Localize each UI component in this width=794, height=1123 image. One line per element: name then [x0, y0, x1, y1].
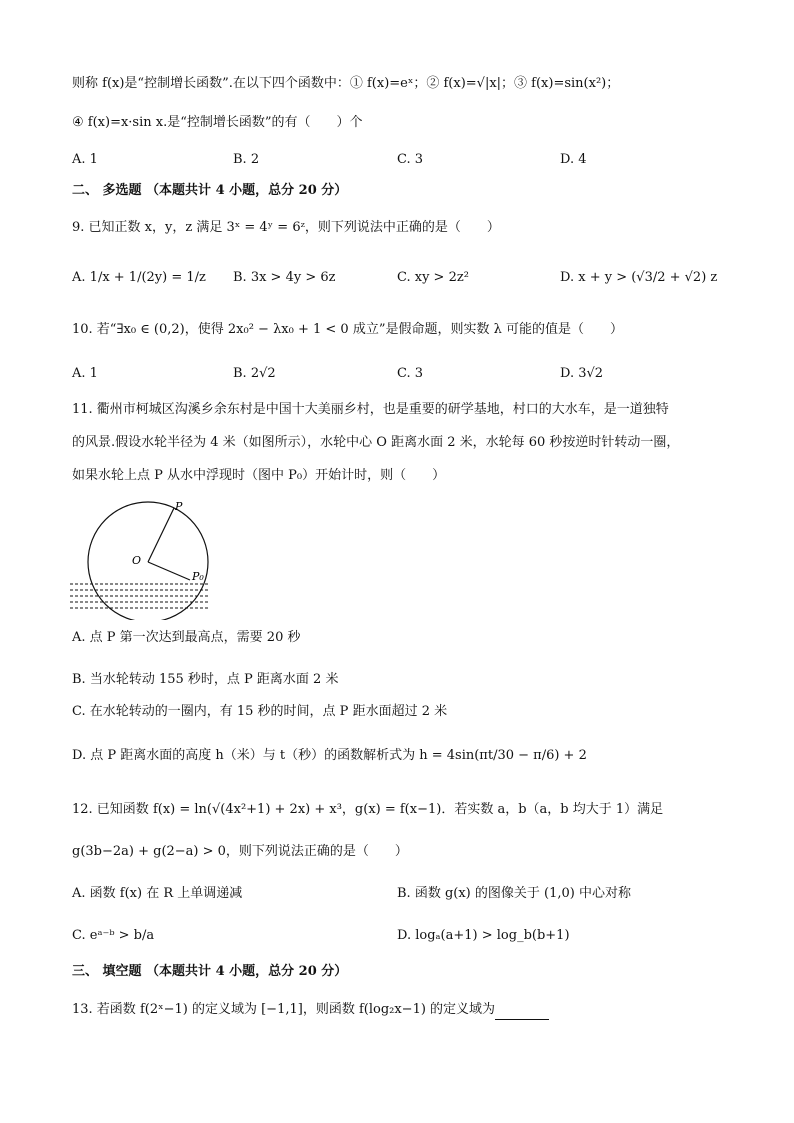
q9-option-d: D. x + y > (√3/2 + √2) z	[560, 270, 718, 285]
q10-option-b: B. 2√2	[233, 366, 276, 381]
radius-op0	[148, 562, 190, 580]
q10-option-c: C. 3	[397, 366, 424, 381]
q9-option-b: B. 3x > 4y > 6z	[233, 270, 336, 285]
q12-line1: 12. 已知函数 f(x) = ln(√(4x²+1) + 2x) + x³，g(x) = f(x−1)．若实数 a，b（a，b 均大于 1）满足	[72, 802, 664, 817]
q12-option-c: C. eᵃ⁻ᵇ > b/a	[72, 928, 155, 943]
q12-option-b: B. 函数 g(x) 的图像关于 (1,0) 中心对称	[397, 886, 631, 901]
q11-option-d: D. 点 P 距离水面的高度 h（米）与 t（秒）的函数解析式为 h = 4sin(πt/30 − π/6) + 2	[72, 748, 587, 763]
q11-line3: 如果水轮上点 P 从水中浮现时（图中 P₀）开始计时，则（ ）	[72, 468, 446, 483]
q9-option-c: C. xy > 2z²	[397, 270, 469, 285]
q13-answer-blank[interactable]	[495, 1005, 549, 1020]
q11-option-a: A. 点 P 第一次达到最高点，需要 20 秒	[72, 630, 301, 645]
q11-line2: 的风景.假设水轮半径为 4 米（如图所示），水轮中心 O 距离水面 2 米，水轮每 60 秒按逆时针转动一圈，	[72, 435, 680, 450]
q8-line1: 则称 f(x)是“控制增长函数”.在以下四个函数中：① f(x)=eˣ；② f(x)=√|x|；③ f(x)=sin(x²)；	[72, 76, 620, 91]
q8-option-b: B. 2	[233, 152, 260, 167]
section-heading-fill-in: 三、 填空题 （本题共计 4 小题，总分 20 分）	[72, 964, 348, 979]
q8-option-c: C. 3	[397, 152, 424, 167]
q12-option-d: D. logₐ(a+1) > log_b(b+1)	[397, 928, 570, 943]
label-o: O	[132, 554, 142, 567]
label-p: P	[175, 500, 183, 513]
q12-option-a: A. 函数 f(x) 在 R 上单调递减	[72, 886, 243, 901]
q10-option-a: A. 1	[72, 366, 98, 381]
q13-text: 13. 若函数 f(2ˣ−1) 的定义域为 [−1,1]，则函数 f(log₂x−1) 的定义域为	[72, 1002, 496, 1017]
water-wheel-figure	[68, 500, 218, 620]
q11-option-b: B. 当水轮转动 155 秒时，点 P 距离水面 2 米	[72, 672, 339, 687]
q9-option-a-label: A.	[72, 270, 86, 285]
section-heading-multiple-choice: 二、 多选题 （本题共计 4 小题，总分 20 分）	[72, 183, 348, 198]
q9-option-a-formula: 1/x + 1/(2y) = 1/z	[89, 270, 206, 285]
label-p0: P₀	[192, 570, 204, 583]
q8-option-a: A. 1	[72, 152, 98, 167]
q9-stem: 9. 已知正数 x，y，z 满足 3ˣ = 4ʸ = 6ᶻ，则下列说法中正确的是（ ）	[72, 220, 500, 235]
q12-line2: g(3b−2a) + g(2−a) > 0，则下列说法正确的是（ ）	[72, 844, 408, 859]
q11-option-c: C. 在水轮转动的一圈内，有 15 秒的时间，点 P 距水面超过 2 米	[72, 704, 448, 719]
water-surface-lines	[70, 584, 208, 608]
q13	[72, 1000, 549, 1020]
radius-op	[148, 508, 174, 562]
q9-option-a	[72, 268, 206, 288]
q11-line1: 11. 衢州市柯城区沟溪乡余东村是中国十大美丽乡村，也是重要的研学基地，村口的大水车，是一道独特	[72, 402, 669, 417]
q10-stem: 10. 若“∃x₀ ∈ (0,2)，使得 2x₀² − λx₀ + 1 < 0 成立”是假命题，则实数 λ 可能的值是（ ）	[72, 322, 623, 337]
q8-line2: ④ f(x)=x·sin x.是“控制增长函数”的有（ ）个	[72, 115, 363, 130]
q8-option-d: D. 4	[560, 152, 587, 167]
q10-option-d: D. 3√2	[560, 366, 604, 381]
